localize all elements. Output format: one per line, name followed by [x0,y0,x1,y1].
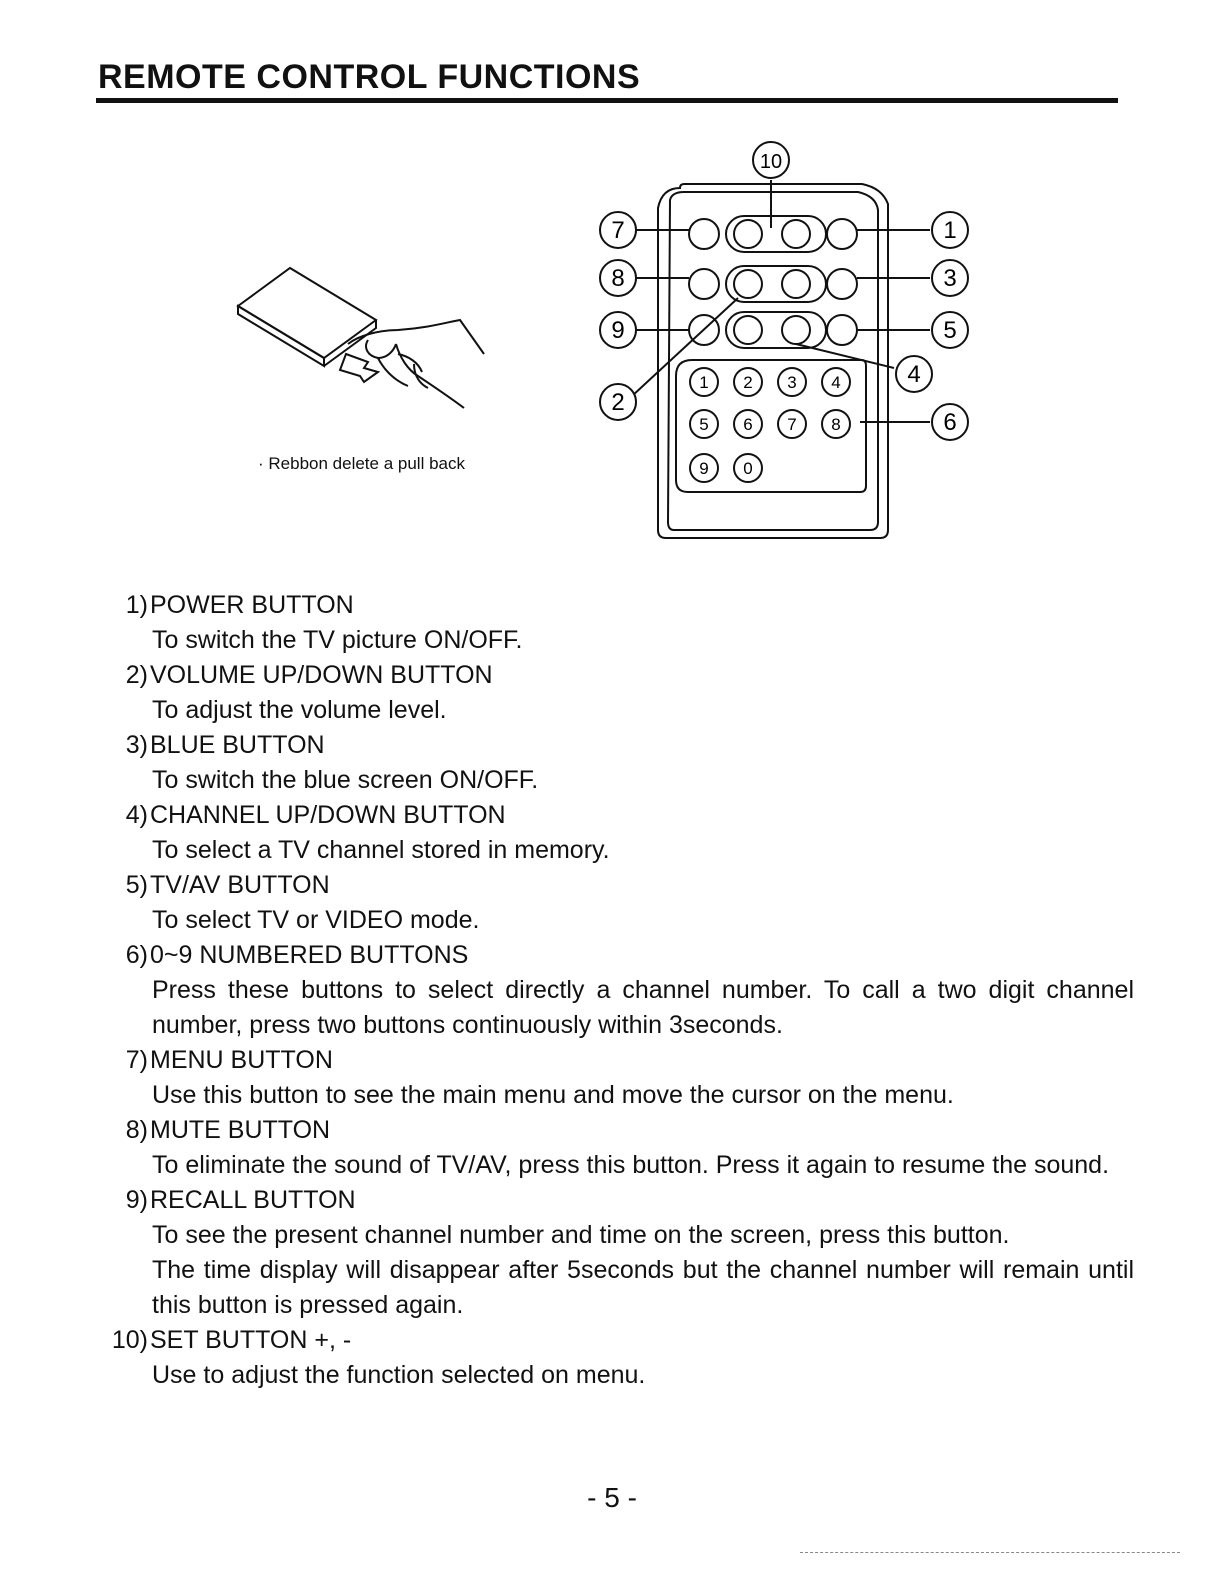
callout-marker [600,312,636,348]
function-name: SET BUTTON +, - [150,1326,352,1354]
footer-scan-mark [800,1552,1180,1555]
function-item [104,1043,1134,1113]
function-name: VOLUME UP/DOWN BUTTON [150,661,493,689]
svg-text:7: 7 [787,415,797,434]
keypad-button [690,410,718,438]
keypad-button [778,368,806,396]
function-number: 8) [125,1116,148,1144]
callout-marker [600,212,636,248]
svg-text:1: 1 [699,373,709,392]
svg-text:9: 9 [611,317,625,344]
function-number: 2) [125,661,148,689]
function-number: 10) [111,1326,148,1354]
battery-ribbon-illustration [228,258,498,418]
function-item [104,1323,1134,1393]
keypad-button [822,368,850,396]
callout-marker [753,142,789,178]
keypad-button [690,454,718,482]
svg-text:9: 9 [699,459,709,478]
function-name: BLUE BUTTON [150,731,325,759]
keypad-button [734,410,762,438]
svg-text:2: 2 [743,373,753,392]
function-description: To switch the blue screen ON/OFF. [152,766,539,794]
volume-down-button [734,270,762,298]
channel-up-button [782,316,810,344]
svg-text:5: 5 [699,415,709,434]
function-description: To adjust the volume level. [152,696,447,724]
svg-text:8: 8 [831,415,841,434]
menu-button [689,219,719,249]
svg-text:1: 1 [943,217,957,244]
function-name: MENU BUTTON [150,1046,333,1074]
function-description: To select TV or VIDEO mode. [152,906,480,934]
function-name: RECALL BUTTON [150,1186,356,1214]
function-description: To switch the TV picture ON/OFF. [152,626,523,654]
function-number: 1) [125,591,148,619]
function-description: The time display will disappear after 5seconds but the channel number will remain until this button is pressed again. [152,1256,1134,1319]
function-item [104,798,1134,868]
set-plus-button [782,220,810,248]
keypad-button [822,410,850,438]
function-description: To select a TV channel stored in memory. [152,836,610,864]
set-minus-button [734,220,762,248]
callout-marker [600,260,636,296]
callout-marker [932,312,968,348]
page-number: - 5 - [587,1482,637,1513]
function-number: 5) [125,871,148,899]
tv-av-button [827,315,857,345]
function-item [104,1183,1134,1323]
function-name: 0~9 NUMBERED BUTTONS [150,941,469,969]
channel-down-button [734,316,762,344]
svg-text:6: 6 [743,415,753,434]
blue-button [827,269,857,299]
function-list [104,588,1134,1393]
function-item [104,868,1134,938]
volume-up-button [782,270,810,298]
keypad-button [734,368,762,396]
title-underline [96,98,1118,103]
illustration-caption: · Rebbon delete a pull back [258,454,465,473]
svg-text:3: 3 [943,265,957,292]
svg-text:5: 5 [943,317,957,344]
function-number: 3) [125,731,148,759]
function-item [104,658,1134,728]
function-name: MUTE BUTTON [150,1116,331,1144]
function-description: To see the present channel number and time on the screen, press this button. [152,1221,1010,1249]
svg-text:10: 10 [759,151,783,173]
callout-marker [600,384,636,420]
function-item [104,588,1134,658]
svg-text:3: 3 [787,373,797,392]
function-item [104,1113,1134,1183]
svg-text:2: 2 [611,389,625,416]
callout-marker [896,356,932,392]
keypad-button [778,410,806,438]
function-item [104,938,1134,1043]
svg-text:4: 4 [831,373,841,392]
svg-text:8: 8 [611,265,625,292]
callout-marker [932,260,968,296]
svg-text:0: 0 [743,459,753,478]
function-name: TV/AV BUTTON [150,871,330,899]
callout-marker [932,212,968,248]
function-description: To eliminate the sound of TV/AV, press this button. Press it again to resume the sound. [152,1151,1110,1179]
mute-button [689,269,719,299]
function-number: 9) [125,1186,148,1214]
keypad-button [690,368,718,396]
function-description: Press these buttons to select directly a channel number. To call a two digit channel number, press two buttons continuously within 3seconds. [152,976,1134,1039]
function-name: CHANNEL UP/DOWN BUTTON [150,801,506,829]
function-number: 4) [125,801,148,829]
callout-marker [932,404,968,440]
function-name: POWER BUTTON [150,591,354,619]
function-number: 6) [125,941,148,969]
function-item [104,728,1134,798]
function-description: Use this button to see the main menu and move the cursor on the menu. [152,1081,954,1109]
function-description: Use to adjust the function selected on menu. [152,1361,646,1389]
svg-text:7: 7 [611,217,625,244]
function-number: 7) [125,1046,148,1074]
power-button [827,219,857,249]
svg-text:4: 4 [907,361,921,388]
remote-control-diagram [592,138,982,548]
svg-text:6: 6 [943,409,957,436]
keypad-button [734,454,762,482]
page-title: REMOTE CONTROL FUNCTIONS [98,58,641,96]
